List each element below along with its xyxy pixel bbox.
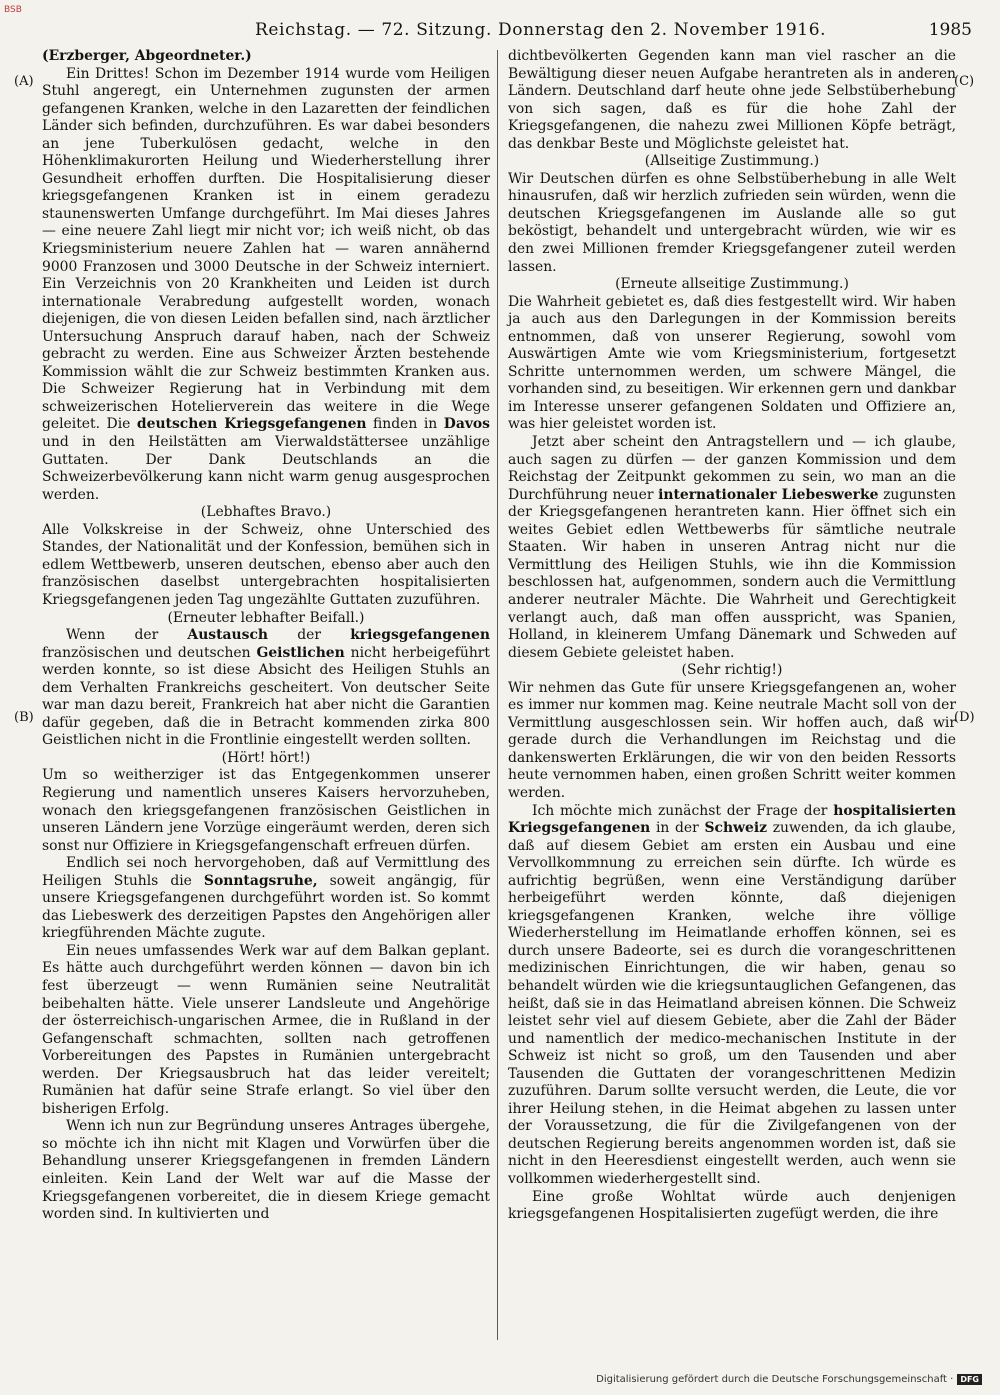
bsb-watermark: BSB <box>4 5 22 15</box>
interjection: (Allseitige Zustimmung.) <box>644 153 820 170</box>
paragraph: Ein Drittes! Schon im Dezember 1914 wurde vom Heiligen Stuhl angeregt, ein Unternehmen zugunsten der armen gefangenen Kranken, welche in den Lazaretten der feindlichen Länder sich befinden, durchzuführen. Es war dabei besonders an jene Tuberkulösen gedacht, welche in den Höhenklimakurorten Heilung und Wiederherstellung ihrer Gesundheit erhoffen durften. Die Hospitalisierung dieser kriegsgefangenen Kranken ist in einem geradezu staunenswerten Umfange durchgeführt. Im Mai dieses Jahres — eine neuere Zahl liegt mir nicht vor; ich weiß nicht, ob das Kriegsministerium neuere Zahlen hat — waren annähernd 9000 Franzosen und 3000 Deutsche in der Schweiz interniert. Ein Verzeichnis von 20 Krankheiten und Leiden ist durch internationale Verabredung aufgestellt worden, wonach diejenigen, die von diesen Leiden befallen sind, nach ärztlicher Untersuchung Anspruch darauf haben, nach der Schweiz gebracht zu werden. Eine aus Schweizer Ärzten bestehende Kommission wählt die zur Schweiz bestimmten Kranken aus. Die Schweizer Regierung hat in Verbindung mit dem schweizerischen Hotelierverein das weitere in die Wege geleitet. Die deutschen Kriegsgefangenen finden in Davos und in den Heilstätten am Vierwaldstättersee unzählige Guttaten. Der Dank Deutschlands an die Schweizerbevölkerung kann nicht warm genug ausgesprochen werden. <box>42 65 490 503</box>
margin-marker-c: (C) <box>954 74 975 89</box>
paragraph: Um so weitherziger ist das Entgegenkommen unserer Regierung und namentlich unseres Kaisers hervorzuheben, wonach den kriegsgefangenen französischen Geistlichen in unseren Ländern jene Vorzüge eingeräumt werden, deren sich sonst nur Offiziere in Kriegsgefangenschaft erfreuen dürfen. <box>42 767 490 854</box>
paragraph: Alle Volkskreise in der Schweiz, ohne Unterschied des Standes, der Nationalität und der Konfession, bemühen sich in edlem Wettbewerb, unseren deutschen, ebenso aber auch den französischen daselbst untergebrachten hospitalisierten Kriegsgefangenen jeden Tag ungezählte Guttaten zuzuführen. <box>42 521 490 608</box>
page-number: 1985 <box>928 20 972 40</box>
paragraph: Die Wahrheit gebietet es, daß dies festgestellt wird. Wir haben ja auch aus den Darlegungen in der Kommission bereits entnommen, daß von unserer Regierung, sowohl vom Auswärtigen Amte wie vom Kriegsministerium, fortgesetzt Schritte unternommen werden, um schwere Mängel, die vorhanden sind, zu beseitigen. Wir erkennen gern und dankbar im Interesse unserer gefangenen Soldaten und Offiziere an, was hier geleistet worden ist. <box>508 293 956 433</box>
interjection: (Erneute allseitige Zustimmung.) <box>615 276 849 293</box>
paragraph: Ein neues umfassendes Werk war auf dem Balkan geplant. Es hätte auch durchgeführt werden können — davon bin ich fest überzeugt — wenn Rumänien seine Neutralität beibehalten hätte. Viele unserer Landsleute und Angehörige der österreichisch-ungarischen Armee, die in Rußland in der Gefangenschaft schmachten, sollten nach getroffenen Vorbereitungen des Papstes in Rumänien untergebracht werden. Der Kriegsausbruch hat das leider vereitelt; Rumänien hat dafür seine Strafe erlangt. So viel über den bisherigen Erfolg. <box>42 942 490 1117</box>
margin-marker-a: (A) <box>14 74 34 89</box>
interjection: (Erneuter lebhafter Beifall.) <box>167 609 365 626</box>
interjection: (Sehr richtig!) <box>681 662 783 679</box>
paragraph: Eine große Wohltat würde auch denjenigen kriegsgefangenen Hospitalisierten zugefügt werden, die ihre <box>508 1188 956 1223</box>
dfg-logo: DFG <box>957 1374 982 1385</box>
footer-text: Digitalisierung gefördert durch die Deutsche Forschungsgemeinschaft · <box>596 1374 954 1385</box>
paragraph: Wir Deutschen dürfen es ohne Selbstüberhebung in alle Welt hinausrufen, daß wir herzlich zufrieden sein würden, wenn die deutschen Kriegsgefangenen im Auslande alle so gut beköstigt, behandelt und untergebracht würden, wie wir es den zwei Millionen fremder Kriegsgefangener zuteil werden lassen. <box>508 170 956 275</box>
paragraph: Wir nehmen das Gute für unsere Kriegsgefangenen an, woher es immer nur kommen mag. Keine neutrale Macht soll von der Vermittlung ausgeschlossen sein. Wir hoffen auch, daß wir gerade durch die Verhandlungen im Reichstag und die dankenswerten Erklärungen, die wir von den beiden Ressorts heute vernommen haben, einen großen Schritt weiter kommen werden. <box>508 679 956 801</box>
page-title: Reichstag. — 72. Sitzung. Donnerstag den 2. November 1916. <box>255 20 827 40</box>
footer-credit <box>596 1374 982 1385</box>
paragraph: Jetzt aber scheint den Antragstellern und — ich glaube, auch sagen zu dürfen — der ganzen Kommission und dem Reichstag der Zeitpunkt gekommen zu sein, wo man an die Durchführung neuer internationaler Liebeswerke zugunsten der Kriegsgefangenen herantreten kann. Hier öffnet sich ein weites Gebiet edlen Wettbewerbs für sämtliche neutrale Staaten. Wir haben in unseren Antrag nicht nur die Vermittlung des Heiligen Stuhls, wie ihn die Kommission beschlossen hat, aufgenommen, sondern auch die Vermittlung anderer neutraler Mächte. Die Wahrheit und Gerechtigkeit verlangt auch, daß man offen ausspricht, was Spanien, Holland, in kleinerem Umfang Dänemark und Schweden auf diesem Gebiete geleistet haben. <box>508 434 956 661</box>
margin-marker-b: (B) <box>14 710 34 725</box>
paragraph: Endlich sei noch hervorgehoben, daß auf Vermittlung des Heiligen Stuhls die Sonntagsruhe, soweit angängig, für unsere Kriegsgefangenen durchgeführt worden ist. So kommt das Liebeswerk des derzeitigen Papstes den Angehörigen aller kriegführenden Mächte zugute. <box>42 855 490 942</box>
interjection: (Hört! hört!) <box>221 749 311 766</box>
margin-marker-d: (D) <box>954 710 975 725</box>
paragraph: Wenn ich nun zur Begründung unseres Antrages übergehe, so möchte ich ihn nicht mit Klagen und Vorwürfen über die Behandlung unserer Kriegsgefangenen in fremden Ländern einleiten. Kein Land der Welt war auf die Masse der Kriegsgefangenen vorbereitet, die in diesem Kriege gemacht worden sind. In kultivierten und <box>42 1118 490 1223</box>
paragraph: Wenn der Austausch der kriegsgefangenen französischen und deutschen Geistlichen nicht herbeigeführt werden konnte, so ist diese Absicht des Heiligen Stuhls an dem Verhalten Frankreichs gescheitert. Von deutscher Seite war man dazu bereit, Frankreich hat aber nicht die Garantien dafür gegeben, daß die in Betracht kommenden zirka 800 Geistlichen nicht in die Frontlinie eingestellt werden sollten. <box>42 627 490 749</box>
column-divider <box>497 50 498 1340</box>
page-header <box>30 18 978 44</box>
paragraph: dichtbevölkerten Gegenden kann man viel rascher an die Bewältigung dieser neuen Aufgabe herantreten als in anderen Ländern. Deutschland darf heute ohne jede Selbstüberhebung von sich sagen, daß es für die hohe Zahl der Kriegsgefangenen, die nahezu zwei Millionen Köpfe beträgt, das denkbar Beste und Möglichste geleistet hat. <box>508 48 956 152</box>
left-column <box>42 48 490 1224</box>
right-column <box>508 48 956 1224</box>
interjection: (Lebhaftes Bravo.) <box>200 504 332 521</box>
speaker-line: (Erzberger, Abgeordneter.) <box>42 48 252 64</box>
paragraph: Ich möchte mich zunächst der Frage der hospitalisierten Kriegsgefangenen in der Schweiz zuwenden, da ich glaube, daß auf diesem Gebiet am ersten ein Ausbau und eine Vervollkommnung zu erreichen sein dürfte. Ich würde es aufrichtig begrüßen, wenn eine Verständigung darüber herbeigeführt werden könnte, daß diejenigen kriegsgefangenen Kranken, welche ihre völlige Wiederherstellung im Heimatlande erhoffen können, sei es durch unsere Badeorte, sei es durch die vorangeschrittenen medizinischen Einrichtungen, die wir haben, genau so behandelt würden wie die kriegsuntauglichen Gefangenen, das heißt, daß sie in das Heimatland abreisen können. Die Schweiz leistet sehr viel auf diesem Gebiete, aber die Zahl der Bäder und namentlich der medico-mechanischen Institute in der Schweiz ist nicht so groß, um den Tausenden und aber Tausenden die Guttaten der vorangeschrittenen Medizin zuzuführen. Darum sollte versucht werden, die Leute, die vor ihrer Heilung stehen, in die Heimat abgehen zu lassen unter der Voraussetzung, die für die Zivilgefangenen von der deutschen Regierung bereits angenommen worden ist, daß sie nicht in den Heeresdienst eingestellt werden, auch wenn sie vollkommen wiederhergestellt sind. <box>508 802 956 1187</box>
